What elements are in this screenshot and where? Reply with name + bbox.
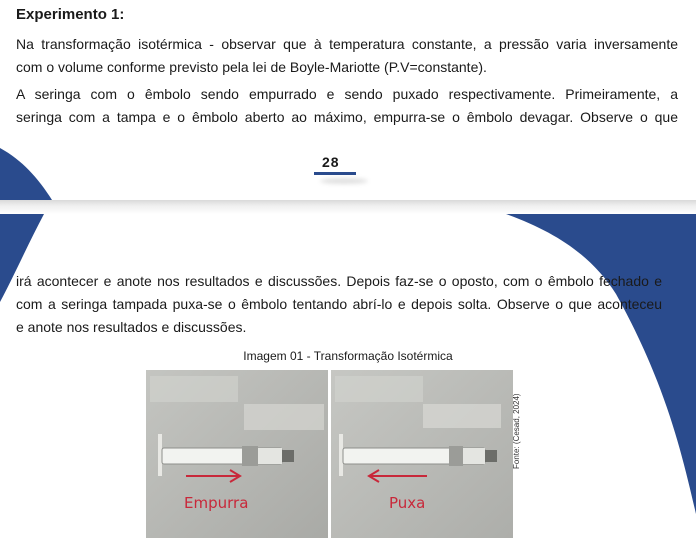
figure-caption: Imagem 01 - Transformação Isotérmica: [243, 349, 453, 363]
photo-syringe-push: [146, 370, 328, 538]
continuation-line-1: irá acontecer e anote nos resultados e discussões. Depois faz-se o oposto, com o êmbolo fechado e: [16, 273, 662, 289]
page-number: 28: [322, 154, 340, 170]
syringe-pull-illustration: [331, 370, 513, 538]
lower-page: [0, 214, 696, 540]
procedure-line-2: seringa com a tampa e o êmbolo aberto ao máximo, empurra-se o êmbolo devagar. Observe o que: [16, 109, 678, 125]
procedure-line-1: A seringa com o êmbolo sendo empurrado e sendo puxado respectivamente. Primeiramente, a: [16, 86, 678, 102]
page-number-shadow: [320, 178, 368, 184]
syringe-push-illustration: [146, 370, 328, 538]
page-number-underline: [314, 172, 356, 175]
intro-line-1: Na transformação isotérmica - observar que à temperatura constante, a pressão varia inversamente: [16, 36, 678, 52]
continuation-line-3: e anote nos resultados e discussões.: [16, 319, 247, 335]
figure-source: Fonte: (Cesad, 2024): [512, 393, 521, 469]
label-pull: Puxa: [389, 494, 426, 512]
intro-line-2: com o volume conforme previsto pela lei de Boyle-Mariotte (P.V=constante).: [16, 59, 487, 75]
corner-decoration-right: [496, 214, 696, 540]
page-separator: [0, 200, 696, 214]
continuation-line-2: com a seringa tampada puxa-se o êmbolo tentando abrí-lo e depois solta. Observe o que aconteceu: [16, 296, 662, 312]
label-push: Empurra: [184, 494, 249, 512]
experiment-heading: Experimento 1:: [16, 6, 125, 23]
photo-syringe-pull: [331, 370, 513, 538]
upper-page: [0, 0, 696, 200]
